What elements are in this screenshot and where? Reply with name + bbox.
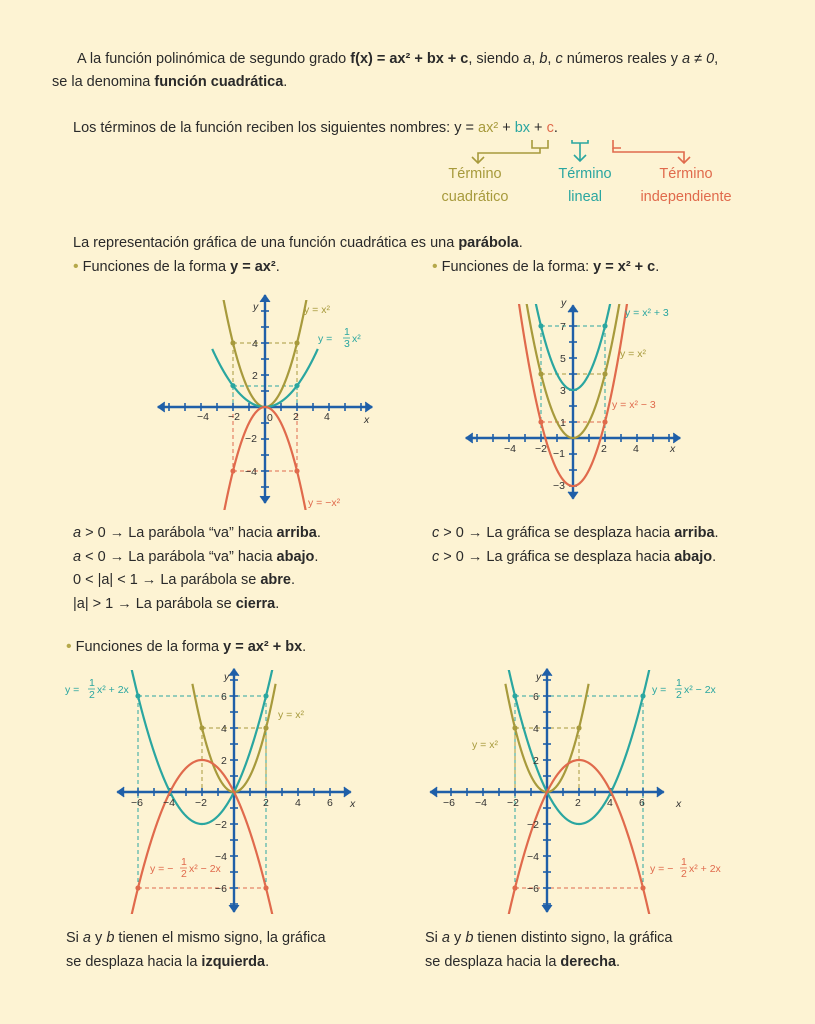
point-marker <box>640 885 645 890</box>
y-tick-label: −6 <box>527 883 539 895</box>
point-marker <box>294 340 299 345</box>
y-tick-label: −4 <box>215 851 227 863</box>
y-tick-label: 2 <box>221 755 227 767</box>
rules-x2c <box>432 522 719 569</box>
svg-text:3: 3 <box>344 338 350 350</box>
curve-label-x2: y = x² <box>278 709 304 721</box>
label-termino-independiente: Término independiente <box>640 166 732 205</box>
x-tick-label: −4 <box>504 443 516 455</box>
point-marker <box>294 383 299 388</box>
svg-text:1: 1 <box>344 326 350 338</box>
curve-label-x2: y = x² <box>304 304 330 316</box>
y-tick-label: −1 <box>553 448 565 460</box>
curve-label-half-x2-minus-2x: y = <box>652 684 667 696</box>
y-tick-label: 4 <box>252 338 258 350</box>
point-marker <box>576 725 581 730</box>
arrow-left-icon <box>466 433 473 443</box>
y-tick-label: 7 <box>560 321 566 333</box>
curve-label-neg-half-x2-plus-2x: y = − <box>650 863 674 875</box>
x-tick-label: 4 <box>607 797 613 809</box>
x-tick-label: 2 <box>601 443 607 455</box>
svg-text:x² − 2x: x² − 2x <box>684 684 716 696</box>
arrow-up-icon <box>229 669 239 676</box>
y-tick-label: −4 <box>245 466 257 478</box>
x-tick-label: 6 <box>327 797 333 809</box>
quadratic-formula: f(x) = ax² + bx + c <box>350 51 469 67</box>
origin-label: 0 <box>267 412 273 424</box>
curve-label-third-x2: y = <box>318 333 333 345</box>
curve-label-x2: y = x² <box>472 739 498 751</box>
arrow-right-icon <box>365 402 372 412</box>
arrow-down-icon <box>542 905 552 912</box>
point-marker <box>263 725 268 730</box>
x-tick-label: −4 <box>475 797 487 809</box>
rule-row: |a| > 1 → La parábola se cierra. <box>73 595 280 612</box>
y-tick-label: 4 <box>221 723 227 735</box>
y-tick-label: −3 <box>553 480 565 492</box>
section-x2c-heading: • Funciones de la forma: y = x² + c. <box>432 258 660 275</box>
arrow-right-icon <box>344 787 351 797</box>
rules-ax2 <box>73 522 321 616</box>
bracket-cuadratico <box>532 140 548 148</box>
caption-right: Si a y b tienen distinto signo, la gráfica se desplaza hacia la derecha. <box>425 930 673 970</box>
y-axis-label: y <box>224 671 230 683</box>
svg-text:1: 1 <box>676 677 682 689</box>
x-tick-label: 2 <box>575 797 581 809</box>
point-marker <box>602 371 607 376</box>
y-tick-label: −2 <box>245 433 257 445</box>
arrow-up-icon <box>542 669 552 676</box>
svg-text:x²: x² <box>352 333 361 345</box>
y-tick-label: 6 <box>221 691 227 703</box>
arrow-down-icon <box>568 492 578 499</box>
svg-text:2: 2 <box>181 868 187 880</box>
svg-text:x² + 2x: x² + 2x <box>689 863 721 875</box>
x-axis-label: x <box>350 798 356 810</box>
point-marker <box>512 693 517 698</box>
axes <box>158 295 372 503</box>
curve-label-x2-minus-3: y = x² − 3 <box>612 399 656 411</box>
rule-row: a > 0 → La parábola “va” hacia arriba. <box>73 525 321 541</box>
graph-ax2-bx-right <box>420 662 750 922</box>
point-marker <box>230 383 235 388</box>
svg-text:2: 2 <box>676 689 682 701</box>
caption-left: Si a y b tienen el mismo signo, la gráfica se desplaza hacia la izquierda. <box>66 930 326 970</box>
arrow-up-icon <box>260 295 270 302</box>
y-tick-label: 3 <box>560 385 566 397</box>
curve-neg-half-x2-plus-2x <box>507 760 656 922</box>
y-axis-label: y <box>536 671 542 683</box>
section-ax2-heading: • Funciones de la forma y = ax². <box>73 258 280 275</box>
x-tick-label: 4 <box>633 443 639 455</box>
bracket-lineal <box>572 140 588 143</box>
x-tick-label: −2 <box>507 797 519 809</box>
parabola-sentence: La representación gráfica de una función cuadrática es una parábola. <box>73 235 523 251</box>
bracket-independiente <box>613 140 621 148</box>
y-axis-label: y <box>253 301 259 313</box>
x-tick-label: −2 <box>535 443 547 455</box>
x-axis-label: x <box>670 443 676 455</box>
point-marker <box>512 885 517 890</box>
point-marker <box>135 693 140 698</box>
x-tick-label: −2 <box>228 411 240 423</box>
point-marker <box>602 323 607 328</box>
rule-row: 0 < |a| < 1 → La parábola se abre. <box>73 572 295 588</box>
point-marker <box>538 419 543 424</box>
y-tick-label: −2 <box>215 819 227 831</box>
point-marker <box>230 468 235 473</box>
x-axis-label: x <box>676 798 682 810</box>
label-termino-lineal: Término lineal <box>558 166 612 205</box>
term-brackets <box>0 0 815 170</box>
point-marker <box>230 340 235 345</box>
point-marker <box>263 693 268 698</box>
bullet-icon: • <box>66 638 72 655</box>
svg-text:2: 2 <box>89 689 95 701</box>
terms-line: Los términos de la función reciben los siguientes nombres: y = ax² + bx + c. <box>73 120 558 136</box>
curve-neg-half-x2-minus-2x <box>125 760 274 922</box>
x-tick-label: −6 <box>131 797 143 809</box>
point-marker <box>294 468 299 473</box>
arrow-up-icon <box>568 305 578 312</box>
graph-ax2 <box>150 290 380 520</box>
arrow-left-icon <box>158 402 165 412</box>
svg-text:1: 1 <box>681 856 687 868</box>
arrow-down-icon <box>229 905 239 912</box>
point-marker <box>512 725 517 730</box>
y-tick-label: −2 <box>527 819 539 831</box>
intro-line-1: A la función polinómica de segundo grado f(x) = ax² + bx + c, siendo a, b, c números reales y a ≠ 0, <box>77 51 719 67</box>
point-marker <box>538 371 543 376</box>
x-tick-label: −2 <box>195 797 207 809</box>
curve-label-neg-x2: y = −x² <box>308 497 341 509</box>
rule-row: c > 0 → La gráfica se desplaza hacia abajo. <box>432 548 717 565</box>
x-tick-label: −6 <box>443 797 455 809</box>
curve-label-x2: y = x² <box>620 348 646 360</box>
y-axis-label: y <box>561 297 567 309</box>
x-tick-label: −4 <box>163 797 175 809</box>
arrow-left-icon <box>117 787 124 797</box>
curve-label-neg-half-x2-minus-2x: y = − <box>150 863 174 875</box>
y-tick-label: −6 <box>215 883 227 895</box>
bullet-icon: • <box>432 258 438 275</box>
graph-x2-plus-c <box>460 290 700 500</box>
point-marker <box>602 419 607 424</box>
point-marker <box>640 693 645 698</box>
y-tick-label: 2 <box>533 755 539 767</box>
rule-row: c > 0 → La gráfica se desplaza hacia arriba. <box>432 525 719 541</box>
arrow-down-icon <box>260 496 270 503</box>
y-tick-label: −4 <box>527 851 539 863</box>
point-marker <box>199 725 204 730</box>
graph-ax2-bx-left <box>60 662 370 922</box>
arrow-right-icon <box>673 433 680 443</box>
rule-row: a < 0 → La parábola “va” hacia abajo. <box>73 548 319 565</box>
svg-text:1: 1 <box>89 677 95 689</box>
x-tick-label: −4 <box>197 411 209 423</box>
label-termino-cuadratico: Término cuadrático <box>441 166 509 205</box>
y-tick-label: 5 <box>560 353 566 365</box>
x-tick-label: 4 <box>295 797 301 809</box>
term-funcion-cuadratica: función cuadrática <box>154 74 284 90</box>
curve-label-half-x2-plus-2x: y = <box>65 684 80 696</box>
svg-text:x² − 2x: x² − 2x <box>189 863 221 875</box>
svg-text:2: 2 <box>681 868 687 880</box>
point-marker <box>135 885 140 890</box>
svg-text:1: 1 <box>181 856 187 868</box>
x-tick-label: 4 <box>324 411 330 423</box>
point-marker <box>263 885 268 890</box>
section-ax2-bx-heading: • Funciones de la forma y = ax² + bx. <box>66 638 307 655</box>
arrow-left-icon <box>430 787 437 797</box>
y-tick-label: 1 <box>560 417 566 429</box>
y-tick-label: 6 <box>533 691 539 703</box>
x-tick-label: 2 <box>263 797 269 809</box>
curve-label-x2-plus-3: y = x² + 3 <box>625 307 669 319</box>
x-tick-label: 6 <box>639 797 645 809</box>
y-tick-label: 4 <box>533 723 539 735</box>
intro-line-2: se la denomina función cuadrática. <box>52 74 288 90</box>
x-axis-label: x <box>364 414 370 426</box>
point-marker <box>538 323 543 328</box>
bullet-icon: • <box>73 258 79 275</box>
arrow-right-icon <box>657 787 664 797</box>
y-tick-label: 2 <box>252 370 258 382</box>
x-tick-label: 2 <box>293 411 299 423</box>
svg-text:x² + 2x: x² + 2x <box>97 684 129 696</box>
